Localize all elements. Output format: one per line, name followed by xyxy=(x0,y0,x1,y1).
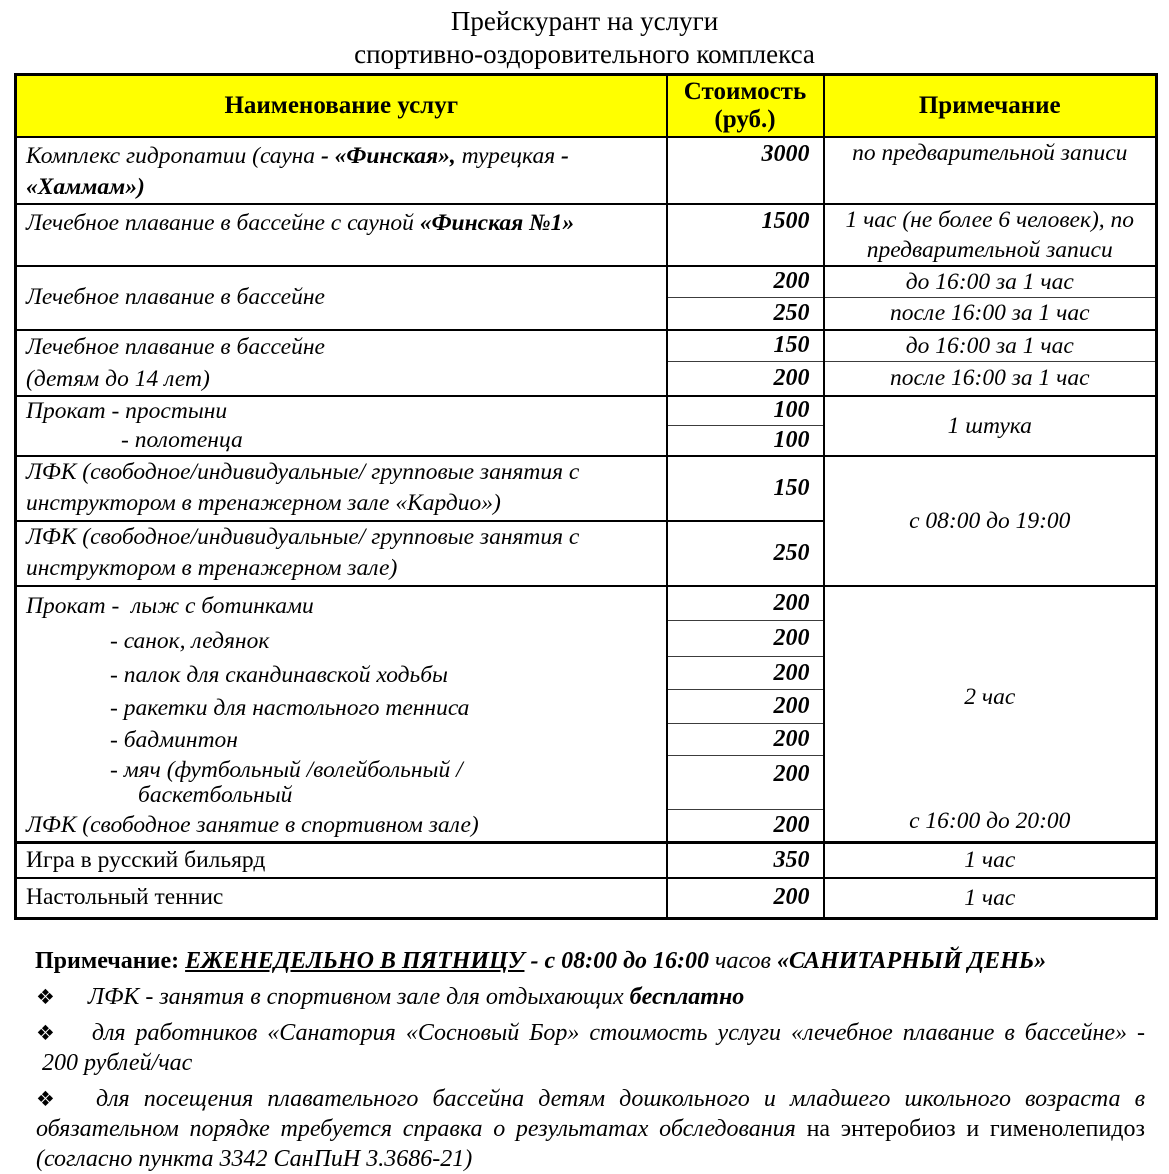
service-row-swim-pool-kids xyxy=(16,330,1157,362)
page-title-line2: спортивно-оздоровительного комплекса xyxy=(354,39,815,69)
service-price: 200 xyxy=(667,621,824,656)
service-price: 150 xyxy=(667,330,824,362)
page-title-line1: Прейскурант на услуги xyxy=(450,6,719,36)
service-name: Настольный теннис xyxy=(16,878,667,918)
service-price: 150 xyxy=(667,456,824,521)
service-name: Лечебное плавание в бассейне с сауной «Финская №1» xyxy=(16,204,667,266)
service-price: 350 xyxy=(667,842,824,878)
header-col-services: Наименование услуг xyxy=(16,75,667,137)
service-price: 100 xyxy=(667,426,824,456)
service-price: 250 xyxy=(667,521,824,586)
service-row-swim-sauna xyxy=(16,204,1157,266)
service-price: 100 xyxy=(667,396,824,426)
service-note: до 16:00 за 1 час xyxy=(824,266,1157,298)
footnote-item-staff-price: ❖ для работников «Санатория «Сосновый Бор» стоимость услуги «лечебное плавание в бассейне» - 200 рублей/час xyxy=(36,1019,1145,1076)
service-row-billiards xyxy=(16,842,1157,878)
service-name: ЛФК (свободное/индивидуальные/ групповые занятия с инструктором в тренажерном зале «Кардио») xyxy=(16,456,667,521)
diamond-bullet-icon: ❖ xyxy=(36,1020,59,1045)
service-note: с 08:00 до 19:00 xyxy=(824,456,1157,586)
header-col-price-line1: Стоимость xyxy=(683,77,807,105)
service-price: 200 xyxy=(667,756,824,810)
service-price: 200 xyxy=(667,656,824,689)
service-name: Лечебное плавание в бассейне xyxy=(16,266,667,330)
footnotes xyxy=(35,946,1145,1174)
table-header-row xyxy=(16,75,1157,137)
diamond-bullet-icon: ❖ xyxy=(36,984,55,1009)
service-row-hydropathy xyxy=(16,137,1157,204)
service-note: 1 час xyxy=(824,842,1157,878)
header-col-price xyxy=(667,75,824,137)
footnote-item-children-certificate: ❖ для посещения плавательного бассейна детям дошкольного и младшего школьного возраста в обязательном порядке требуется справка о результатах обследования на энтеробиоз и гименолепидоз (согласно пункта 3342 СанПиН 3.3686-21) xyxy=(36,1085,1146,1172)
service-price: 200 xyxy=(667,810,824,843)
service-note: 1 штука xyxy=(824,396,1157,456)
service-note: по предварительной записи xyxy=(824,137,1157,204)
header-col-note: Примечание xyxy=(824,75,1157,137)
service-row-swim-pool xyxy=(16,266,1157,298)
service-note: 1 час xyxy=(824,878,1157,918)
service-row-rent-linen xyxy=(16,396,1157,426)
service-name: Комплекс гидропатии (сауна - «Финская», турецкая - «Хаммам») xyxy=(16,137,667,204)
service-row-table-tennis xyxy=(16,878,1157,918)
service-note-sport xyxy=(824,586,1157,843)
diamond-bullet-icon: ❖ xyxy=(36,1086,63,1111)
service-name: Игра в русский бильярд xyxy=(16,842,667,878)
header-col-price-line2: (руб.) xyxy=(714,105,776,133)
service-price: 200 xyxy=(667,878,824,918)
service-price: 200 xyxy=(667,266,824,298)
service-price: 250 xyxy=(667,298,824,330)
service-price: 200 xyxy=(667,723,824,755)
service-name: ЛФК (свободное/индивидуальные/ групповые занятия с инструктором в тренажерном зале) xyxy=(16,521,667,586)
service-note: после 16:00 за 1 час xyxy=(824,298,1157,330)
footnote-heading: Примечание: ЕЖЕНЕДЕЛЬНО В ПЯТНИЦУ - с 08:00 до 16:00 часов «САНИТАРНЫЙ ДЕНЬ» xyxy=(35,947,1047,974)
lfk-free-note: с 16:00 до 20:00 xyxy=(909,808,1071,834)
service-note: после 16:00 за 1 час xyxy=(824,362,1157,396)
sport-rent-note: 2 час xyxy=(964,683,1016,710)
service-price: 200 xyxy=(667,362,824,396)
footnote-item-lfk-free-gym: ❖ ЛФК - занятия в спортивном зале для отдыхающих бесплатно xyxy=(36,983,745,1010)
service-price: 200 xyxy=(667,690,824,723)
service-note: 1 час (не более 6 человек), по предварительной записи xyxy=(824,204,1157,266)
service-note: до 16:00 за 1 час xyxy=(824,330,1157,362)
service-price: 3000 xyxy=(667,137,824,204)
page-title xyxy=(0,0,1169,71)
service-name: Прокат - простыни - полотенца xyxy=(16,396,667,456)
service-price: 200 xyxy=(667,586,824,621)
service-name: Лечебное плавание в бассейне (детям до 14 лет) xyxy=(16,330,667,396)
service-name: Прокат - лыж с ботинками - санок, ледянок - палок для скандинавской ходьбы - ракетки для настольного тенниса - бадминтон - мяч (футбольный /волейбольный / баскетбольный ЛФК (свободное занятие в спортивном зале) xyxy=(16,586,667,843)
price-table xyxy=(14,73,1158,920)
service-row-rent-sport xyxy=(16,586,1157,621)
service-row-lfk-cardio xyxy=(16,456,1157,521)
service-price: 1500 xyxy=(667,204,824,266)
